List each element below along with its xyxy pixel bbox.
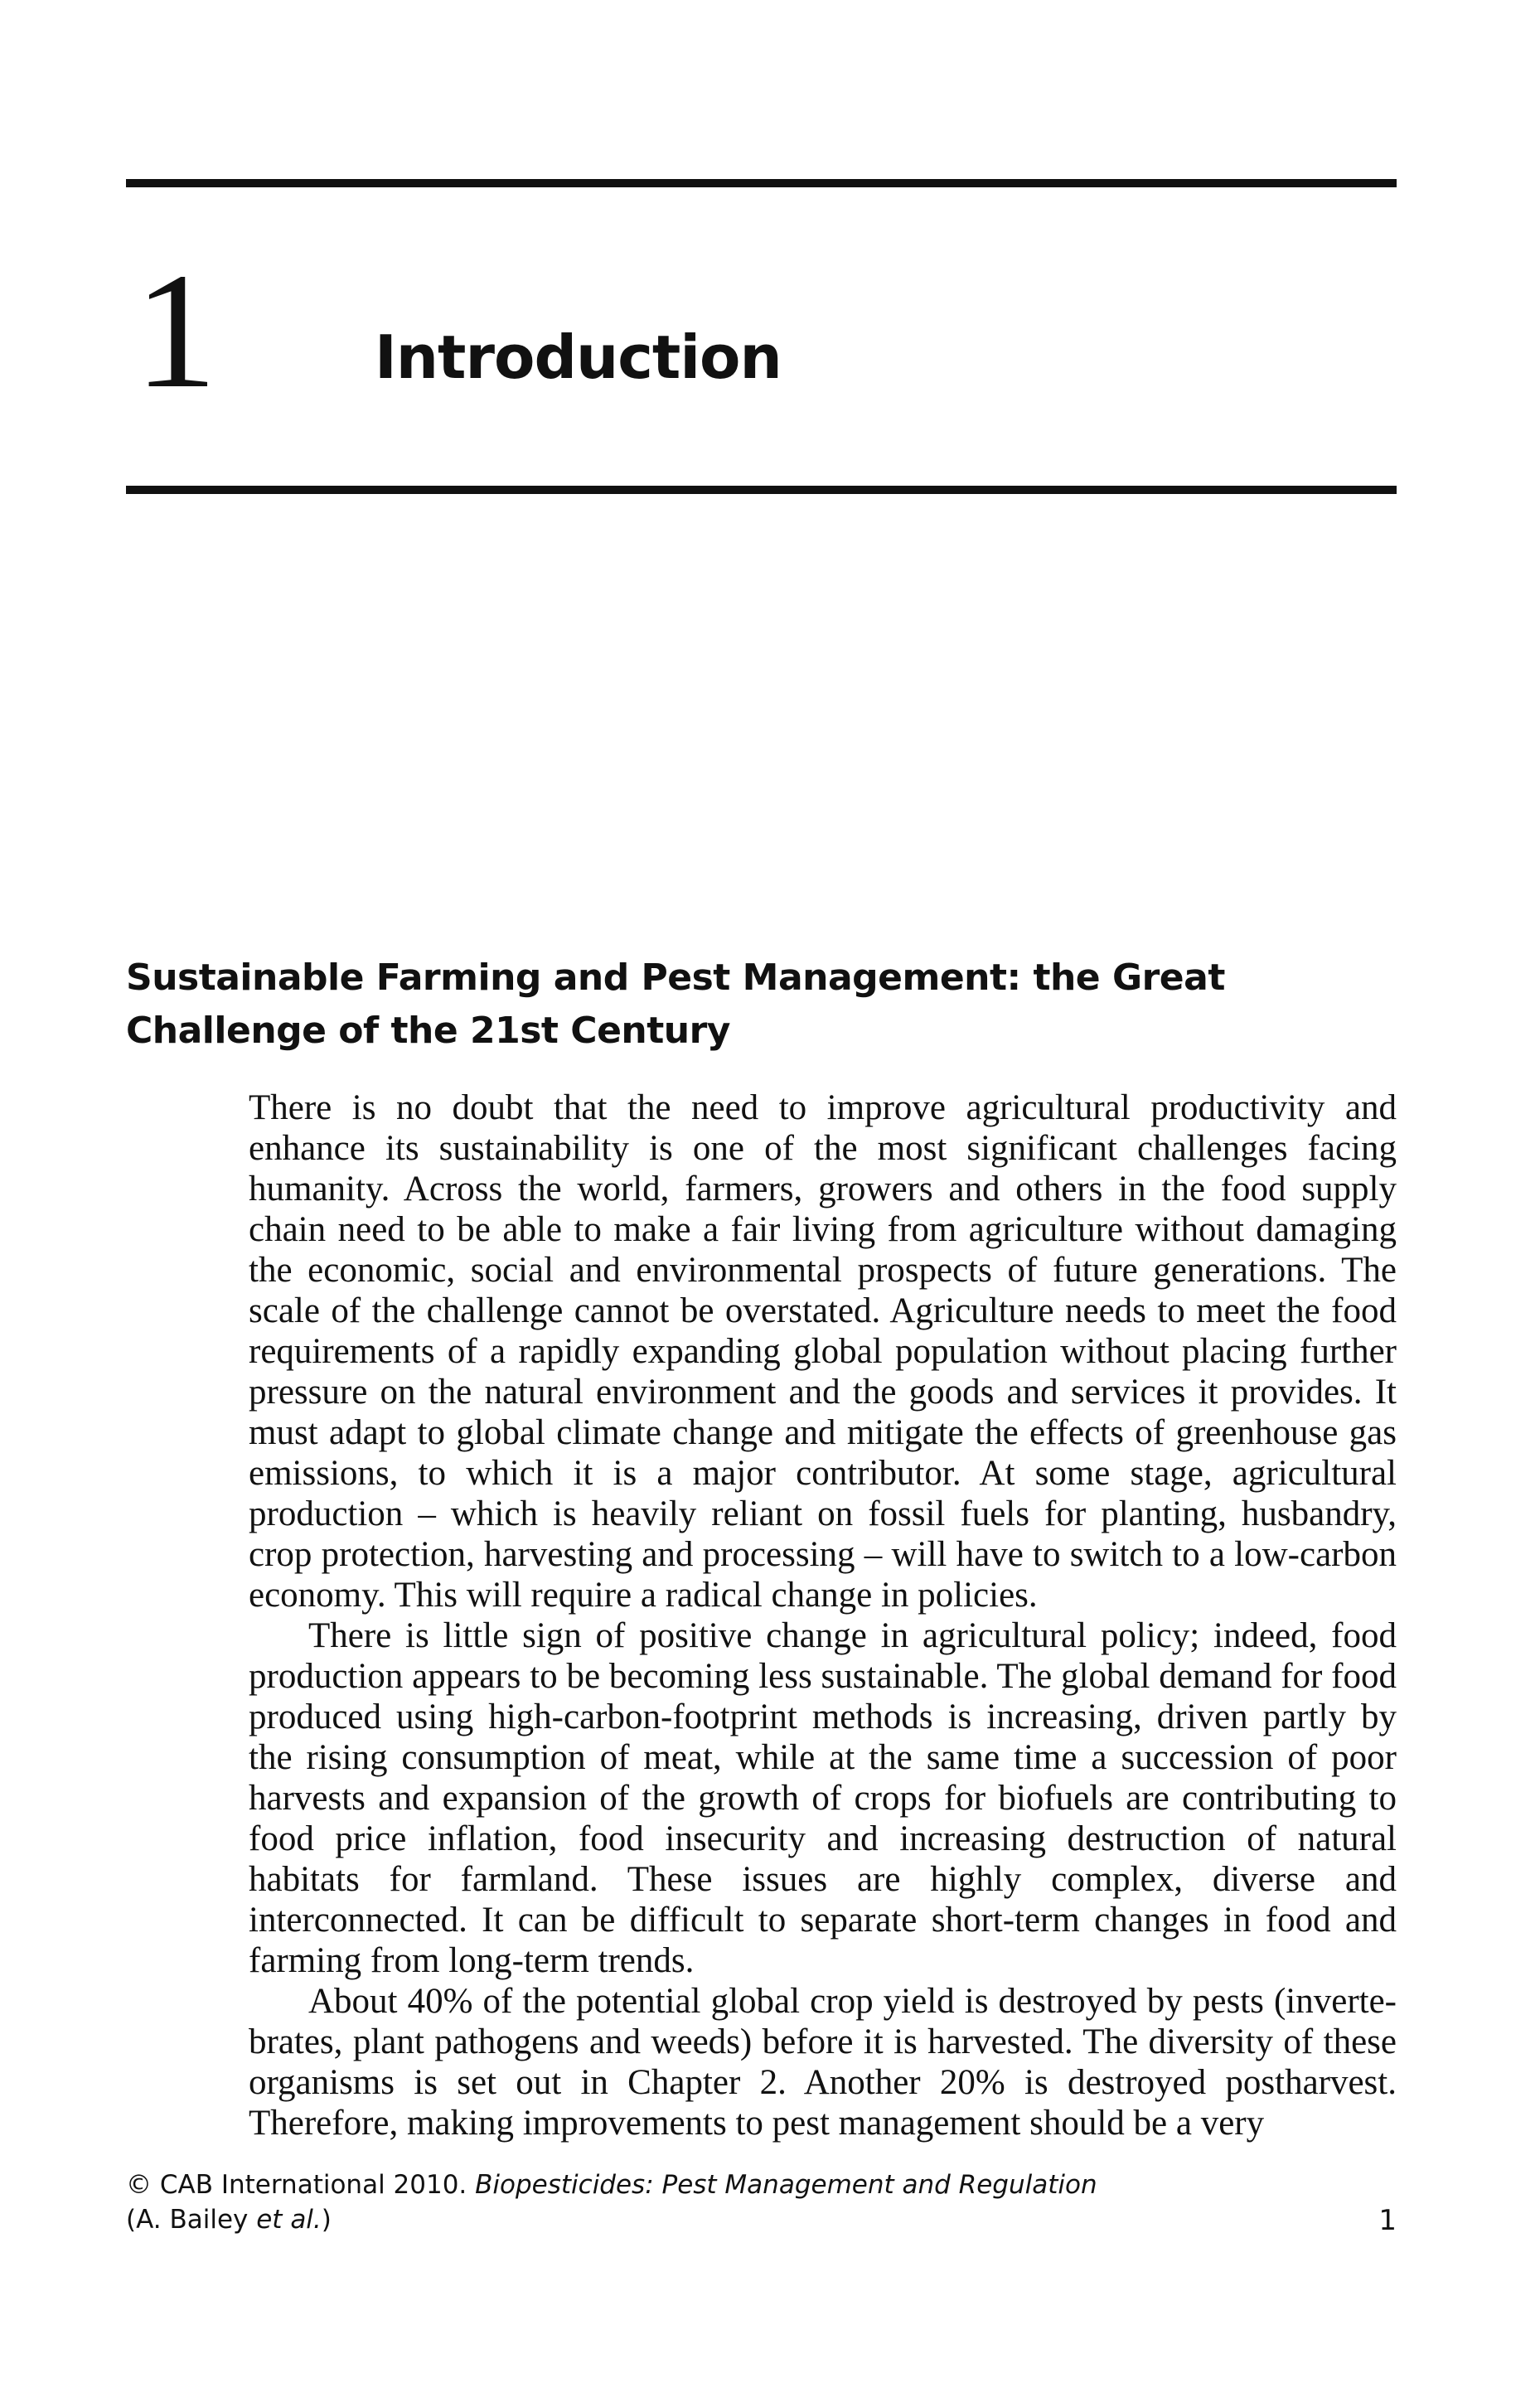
page-number: 1 [1378,2204,1397,2237]
paragraph-2: There is little sign of positive change in agricultural policy; indeed, food production appears to be becoming less sustainable. The global demand for food produced using high-carbon-footprint methods is increasing, driven partly by the rising consumption of meat, while at the same time a succession of poor harvests and expansion of the growth of crops for biofuels are contributing to food price inflation, food insecurity and increasing destruction of natural habitats for farmland. These issues are highly complex, diverse and interconnected. It can be difficult to separate short-term changes in food and farming from long-term trends. [249,1616,1397,1980]
paragraph-1: There is no doubt that the need to improve agricultural productivity and enhance its sustainability is one of the most significant challenges facing humanity. Across the world, farmers, growers and others in the food supply chain need to be able to make a fair living from agriculture without damaging the economic, social and environmental prospects of future generations. The scale of the challenge cannot be overstated. Agriculture needs to meet the food requirements of a rapidly expanding global population without placing further pressure on the natural environment and the goods and services it provides. It must adapt to global climate change and mitigate the effects of greenhouse gas emissions, to which it is a major contributor. At some stage, agricultural production – which is heavily reliant on fossil fuels for planting, husbandry, crop protection, harvesting and processing – will have to switch to a low-carbon economy. This will require a radical change in policies. [249,1088,1397,1615]
book-title: Biopesticides: Pest Management and Regulation [475,2170,1097,2200]
paragraph-3: About 40% of the potential global crop yield is destroyed by pests (invertebrates, plant pathogens and weeds) before it is harvested. The diversity of these organisms is set out in Chapter 2. Another 20% is destroyed postharvest. Therefore, making improvements to pest management should be a very [249,1982,1397,2143]
chapter-number: 1 [134,240,217,423]
authors-etal: et al. [256,2205,322,2235]
chapter-bottom-rule [126,486,1397,494]
copyright-notice: © CAB International 2010. [126,2170,467,2200]
body-text [249,1087,1397,2143]
footer-copyright [126,2167,1097,2237]
chapter-top-rule [126,179,1397,187]
authors-open: (A. Bailey [126,2205,257,2235]
chapter-title: Introduction [375,322,782,392]
authors-close: ) [321,2205,332,2235]
section-heading: Sustainable Farming and Pest Management: the Great Challenge of the 21st Century [126,957,1225,1052]
